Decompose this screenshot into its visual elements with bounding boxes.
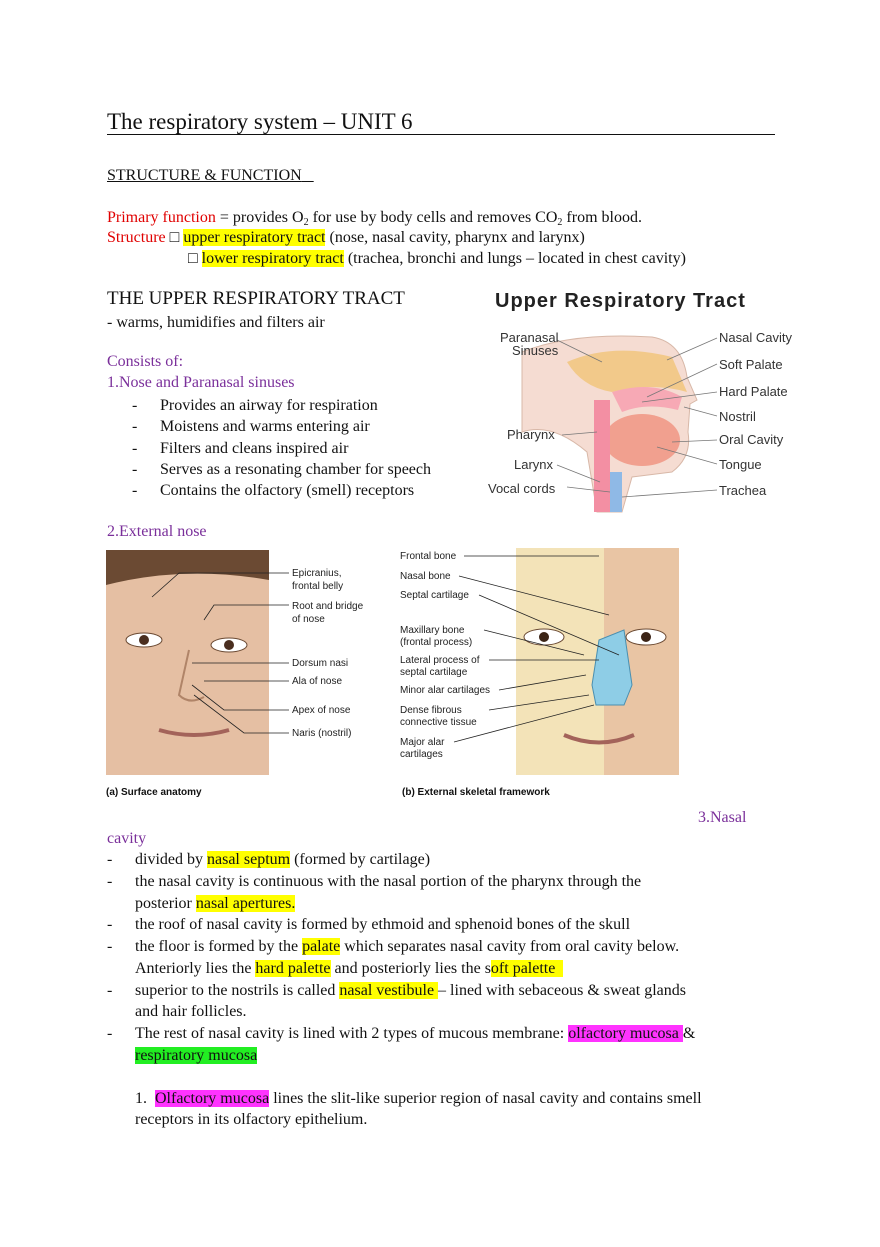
pharynx-shape <box>594 400 610 512</box>
label-dense-fibrous: Dense fibrous <box>400 705 462 716</box>
pupil <box>641 632 651 642</box>
label-major-alar: Major alar <box>400 737 445 748</box>
label-sinuses: Sinuses <box>512 343 559 358</box>
list-item-cont: Anteriorly lies the hard palette and posteriorly lies the soft palette <box>135 960 564 977</box>
label-apex-of-nose: Apex of nose <box>292 705 351 716</box>
label-root-bridge: Root and bridge <box>292 601 364 612</box>
label-larynx: Larynx <box>514 457 554 472</box>
nose-subheading: 1.Nose and Paranasal sinuses <box>107 374 295 391</box>
external-nose-heading: 2.External nose <box>107 523 207 540</box>
pupil <box>539 632 549 642</box>
upper-tract-figure <box>482 282 802 522</box>
label-septal-cartilage: Septal cartilage <box>400 590 469 601</box>
figure-title: Upper Respiratory Tract <box>495 290 746 312</box>
title-underline <box>107 134 775 135</box>
list-item: - the floor is formed by the palate which separates nasal cavity from oral cavity below. <box>107 938 680 955</box>
label-connective-tissue: connective tissue <box>400 717 477 728</box>
caption-skeletal-framework: (b) External skeletal framework <box>402 787 550 798</box>
label-naris: Naris (nostril) <box>292 728 352 739</box>
list-item-cont: and hair follicles. <box>135 1003 247 1020</box>
face-photo-left <box>106 550 269 775</box>
label-ala-of-nose: Ala of nose <box>292 676 343 687</box>
label-epicranius: Epicranius, <box>292 568 342 579</box>
list-item: - the nasal cavity is continuous with the nasal portion of the pharynx through the <box>107 873 642 890</box>
label-maxillary-bone: Maxillary bone <box>400 625 465 636</box>
arrow-icon: □ <box>188 250 198 267</box>
label-minor-alar: Minor alar cartilages <box>400 685 491 696</box>
section-heading: STRUCTURE & FUNCTION <box>107 167 302 184</box>
pupil <box>139 635 149 645</box>
list-item: - Moistens and warms entering air <box>132 418 370 435</box>
list-item-cont: posterior nasal apertures. <box>135 895 296 912</box>
list-item-cont: respiratory mucosa <box>135 1047 258 1064</box>
label-pharynx: Pharynx <box>507 427 555 442</box>
label-trachea: Trachea <box>719 483 767 498</box>
upper-tract-heading: THE UPPER RESPIRATORY TRACT <box>107 288 405 309</box>
label-soft-palate: Soft Palate <box>719 357 783 372</box>
list-item: - Serves as a resonating chamber for speech <box>132 461 431 478</box>
external-nose-figure <box>104 545 684 803</box>
page-title: The respiratory system – UNIT 6 <box>107 109 413 134</box>
label-septal-cartilage-2: septal cartilage <box>400 667 468 678</box>
label-paranasal: Paranasal <box>500 330 559 345</box>
list-item: - Filters and cleans inspired air <box>132 440 349 457</box>
label-oral-cavity: Oral Cavity <box>719 432 784 447</box>
primary-function-line: Primary function = provides $O_2$ for use by body cells and removes $CO_2$ from blood. <box>107 209 642 228</box>
list-item: - The rest of nasal cavity is lined with 2 types of mucous membrane: olfactory mucosa & <box>107 1025 696 1042</box>
consists-of: Consists of: <box>107 353 184 370</box>
pupil <box>224 640 234 650</box>
numbered-item-cont: receptors in its olfactory epithelium. <box>135 1111 368 1128</box>
list-item: - divided by nasal septum (formed by cartilage) <box>107 851 431 868</box>
label-lateral-process: Lateral process of <box>400 655 480 666</box>
label-frontal-belly: frontal belly <box>292 581 344 592</box>
label-cartilages: cartilages <box>400 749 443 760</box>
list-item: - Contains the olfactory (smell) receptors <box>132 482 415 499</box>
list-item: - the roof of nasal cavity is formed by ethmoid and sphenoid bones of the skull <box>107 916 631 933</box>
numbered-item: 1. Olfactory mucosa lines the slit-like superior region of nasal cavity and contains smell <box>135 1090 702 1107</box>
label-vocal-cords: Vocal cords <box>488 481 556 496</box>
label-nostril: Nostril <box>719 409 756 424</box>
label-nasal-bone: Nasal bone <box>400 571 451 582</box>
tongue-shape <box>604 414 680 466</box>
nasal-cavity-heading-part2: cavity <box>107 830 147 847</box>
label-of-nose: of nose <box>292 614 325 625</box>
structure-line: Structure □ upper respiratory tract (nose, nasal cavity, pharynx and larynx) <box>107 229 585 246</box>
caption-surface-anatomy: (a) Surface anatomy <box>106 787 202 798</box>
label-tongue: Tongue <box>719 457 762 472</box>
label-frontal-process: (frontal process) <box>400 637 473 648</box>
label-hard-palate: Hard Palate <box>719 384 788 399</box>
upper-tract-desc: - warms, humidifies and filters air <box>107 314 325 331</box>
nasal-cavity-heading-part1: 3.Nasal <box>698 809 747 826</box>
trachea-shape <box>610 472 622 512</box>
label-dorsum-nasi: Dorsum nasi <box>292 658 349 669</box>
arrow-icon: □ <box>169 229 180 246</box>
list-item: - superior to the nostrils is called nasal vestibule – lined with sebaceous & sweat glands <box>107 982 686 999</box>
list-item: - Provides an airway for respiration <box>132 397 378 414</box>
structure-lower-line: □ lower respiratory tract (trachea, bronchi and lungs – located in chest cavity) <box>188 250 686 267</box>
label-frontal-bone: Frontal bone <box>400 551 457 562</box>
label-nasal-cavity: Nasal Cavity <box>719 330 792 345</box>
